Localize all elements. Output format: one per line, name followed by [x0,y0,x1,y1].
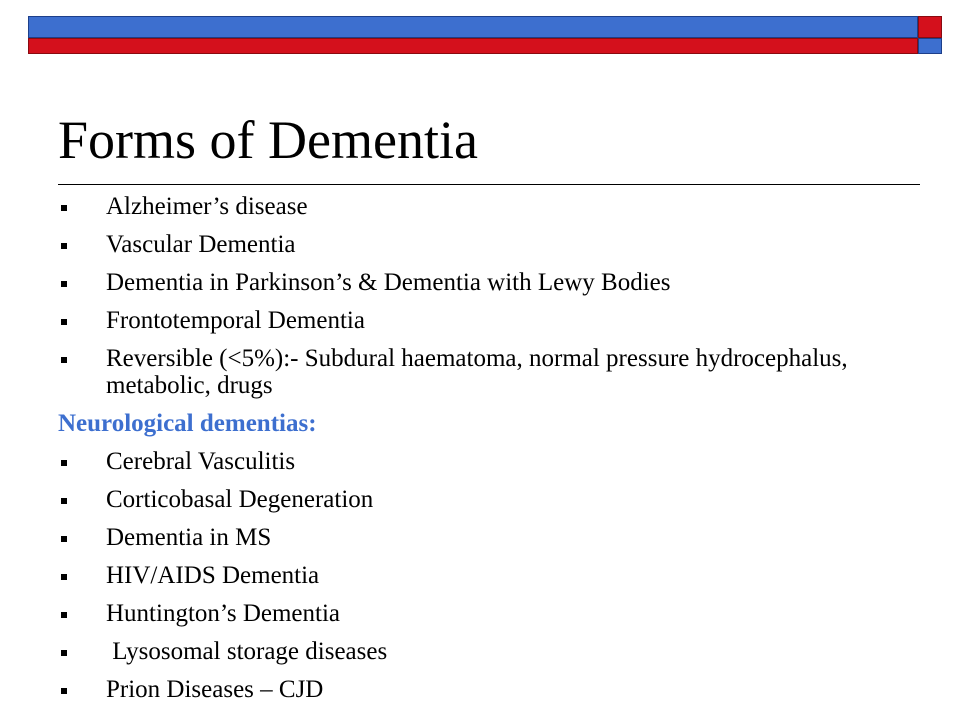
slide-title: Forms of Dementia [58,110,478,170]
bullet-item [58,269,938,296]
square-bullet-icon [61,688,67,694]
square-bullet-icon [61,574,67,580]
section-heading: Neurological dementias: [58,410,317,437]
bullet-item [58,486,938,513]
bullet-text: Dementia in MS [106,524,272,551]
bullet-item [58,562,938,589]
bullet-item [58,307,938,334]
bullet-item [58,676,938,703]
bullet-text: HIV/AIDS Dementia [106,562,320,589]
bullet-item [58,193,938,220]
bullet-item [58,524,938,551]
bullet-text: Corticobasal Degeneration [106,486,374,513]
header-bar-blue [28,16,918,38]
bullet-text: Prion Diseases – CJD [106,676,324,703]
header-square-red [918,16,942,38]
square-bullet-icon [61,357,67,363]
square-bullet-icon [61,650,67,656]
bullet-item [58,448,938,475]
square-bullet-icon [61,243,67,249]
square-bullet-icon [61,319,67,325]
bullet-text: Reversible (<5%):- Subdural haematoma, normal pressure hydrocephalus, metabolic, drugs [106,345,848,399]
bullet-item [58,638,938,665]
header-bar-red [28,38,918,54]
bullet-text: Alzheimer’s disease [106,193,308,220]
bullet-text: Frontotemporal Dementia [106,307,365,334]
bullet-text: Huntington’s Dementia [106,600,340,627]
square-bullet-icon [61,536,67,542]
bullet-text: Vascular Dementia [106,231,296,258]
square-bullet-icon [61,612,67,618]
bullet-text: Dementia in Parkinson’s & Dementia with Lewy Bodies [106,269,671,296]
square-bullet-icon [61,498,67,504]
bullet-text: Lysosomal storage diseases [106,638,388,665]
bullet-item [58,345,938,399]
square-bullet-icon [61,460,67,466]
bullet-text: Cerebral Vasculitis [106,448,296,475]
bullet-item [58,600,938,627]
bullet-item [58,231,938,258]
slide-body [58,193,938,714]
square-bullet-icon [61,281,67,287]
square-bullet-icon [61,205,67,211]
header-square-blue [918,38,942,54]
title-divider [58,184,920,185]
